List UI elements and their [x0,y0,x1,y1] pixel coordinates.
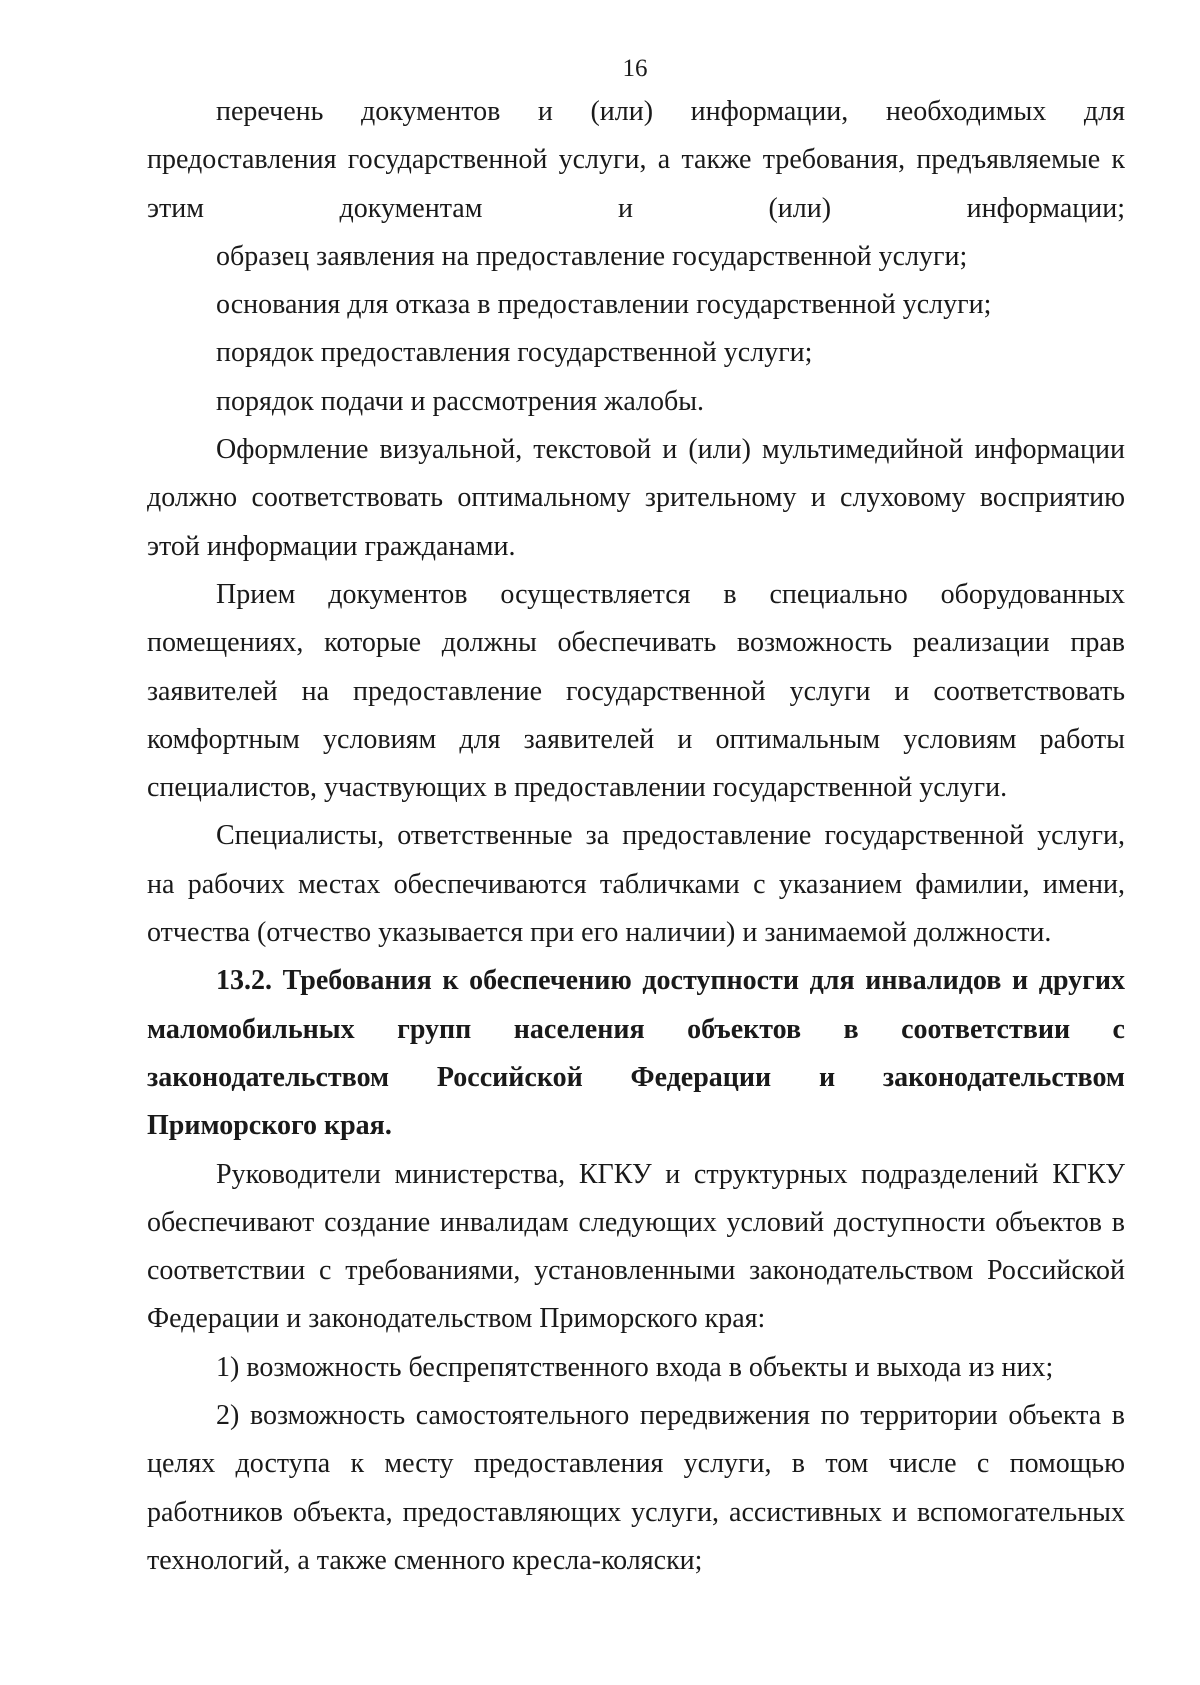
document-body [147,88,1125,1585]
paragraph-application-sample-item: образец заявления на предоставление государственной услуги; [216,240,968,272]
paragraph-complaint-procedure-item: порядок подачи и рассмотрения жалобы. [216,385,705,417]
paragraph-information-design: Оформление визуальной, текстовой и (или) мультимедийной информации должно соответствовать оптимальному зрительному и слуховому восприятию этой информации гражданами. [147,434,1125,562]
paragraph-refusal-grounds-item: основания для отказа в предоставлении государственной услуги; [216,289,992,321]
paragraph-documents-list-item: перечень документов и (или) информации, необходимых для предоставления государственной услуги, а также требования, предъявляемые к этим документам и (или) информации; [147,96,1125,224]
paragraph-accessibility-conditions: Руководители министерства, КГКУ и структурных подразделений КГКУ обеспечивают создание инвалидам следующих условий доступности объектов в соответствии с требованиями, установленными законодательством Российской Федерации и законодательством Приморского края: [147,1158,1125,1335]
list-item-2: 2) возможность самостоятельного передвижения по территории объекта в целях доступа к месту предоставления услуги, в том числе с помощью работников объекта, предоставляющих услуги, ассистивных и вспомогательных технологий, а также сменного кресла-коляски; [147,1400,1125,1576]
list-item-1: 1) возможность беспрепятственного входа в объекты и выхода из них; [216,1351,1054,1383]
paragraph-specialists-nameplates: Специалисты, ответственные за предоставление государственной услуги, на рабочих местах обеспечиваются табличками с указанием фамилии, имени, отчества (отчество указывается при его наличии) и занимаемой должности. [147,820,1125,949]
section-heading-13-2: 13.2. Требования к обеспечению доступности для инвалидов и других маломобильных групп населения объектов в соответствии с законодательством Российской Федерации и законодательством Приморского края. [147,965,1125,1142]
paragraph-document-reception: Прием документов осуществляется в специально оборудованных помещениях, которые должны обеспечивать возможность реализации прав заявителей на предоставление государственной услуги и соответствовать комфортным условиям для заявителей и оптимальным условиям работы специалистов, участвующих в предоставлении государственной услуги. [147,578,1125,804]
page-number: 16 [622,55,648,82]
paragraph-service-procedure-item: порядок предоставления государственной услуги; [216,337,813,369]
